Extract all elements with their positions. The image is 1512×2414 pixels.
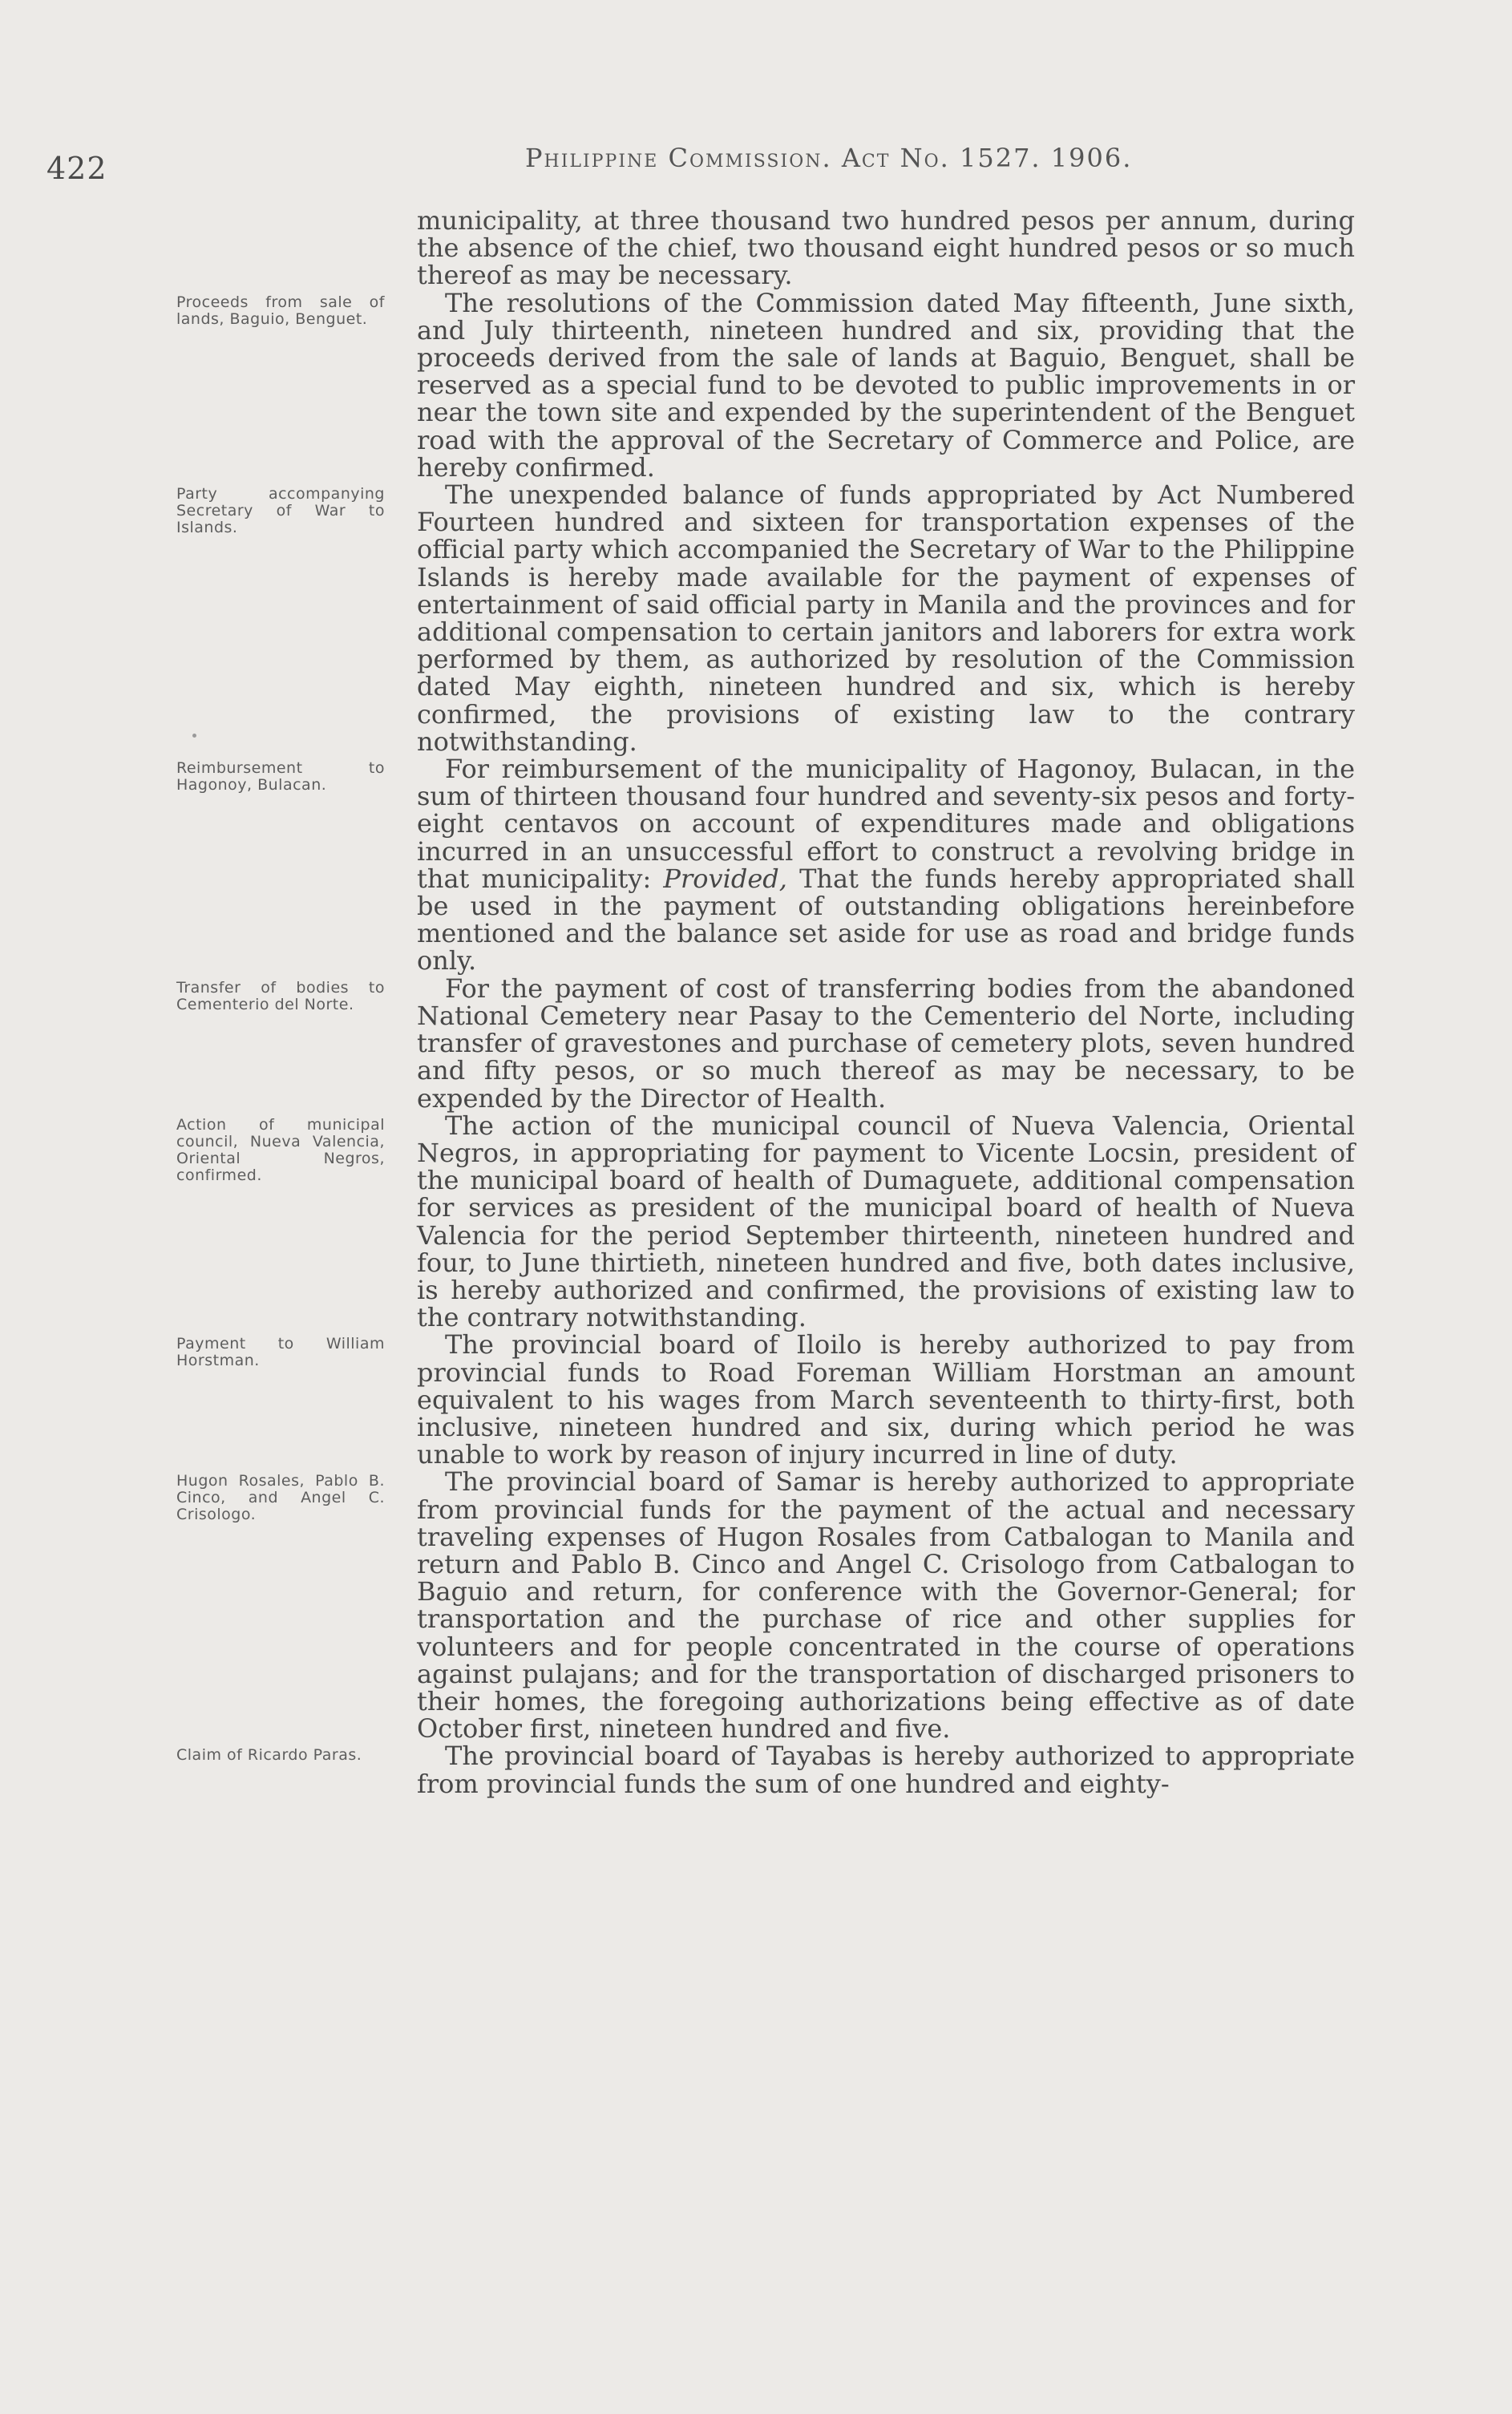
section-cemetery-transfer — [176, 972, 1355, 1114]
marginal-note: Action of municipal council, Nueva Valencia, Oriental Negros, confirmed. — [176, 1115, 385, 1184]
paragraph: The provincial board of Iloilo is hereby authorized to pay from provincial funds to Road Foreman William Horstman an amount equivalent to his wages from March seventeenth to thirty-first, both inclusive, nineteen hundred and six, during which period he was unable to work by reason of injury incurred in line of duty. — [417, 1329, 1355, 1470]
proviso-word: Provided, — [663, 863, 787, 894]
paragraph: The unexpended balance of funds appropriated by Act Numbered Fourteen hundred and sixteen for transportation expenses of the official party which accompanied the Secretary of War to the Philippine Islands is hereby made available for the payment of expenses of entertainment of said official party in Manila and the provinces and for additional compensation to certain janitors and laborers for extra work performed by them, as authorized by resolution of the Commission dated May eighth, nineteen hundred and six, which is hereby confirmed, the provisions of existing law to the contrary notwithstanding. — [417, 479, 1355, 757]
continuation-paragraph: municipality, at three thousand two hundred pesos per annum, during the absence of the chief, two thousand eight hundred pesos or so much thereof as may be necessary. — [417, 205, 1355, 291]
page-number: 422 — [46, 151, 107, 186]
paragraph — [417, 755, 1355, 975]
paragraph: The resolutions of the Commission dated May fifteenth, June sixth, and July thirteenth, nineteen hundred and six, providing that the proceeds derived from the sale of lands at Baguio, Benguet, shall be reserved as a special fund to be devoted to public improvements in or near the town site and expended by the superintendent of the Benguet road with the approval of the Secretary of Commerce and Police, are hereby confirmed. — [417, 287, 1355, 483]
paper-speck — [192, 734, 196, 738]
paragraph: The action of the municipal council of Nueva Valencia, Oriental Negros, in appropriating for payment to Vicente Locsin, president of the municipal board of health of Dumaguete, additional compensation for services as president of the municipal board of health of Nueva Valencia for the period September thirteenth, nineteen hundred and four, to June thirtieth, nineteen hundred and five, both dates inclusive, is hereby authorized and confirmed, the provisions of existing law to the contrary notwithstanding. — [417, 1110, 1355, 1333]
marginal-note: Reimbursement to Hagonoy, Bulacan. — [176, 759, 385, 795]
paragraph: The provincial board of Samar is hereby authorized to appropriate from provincial funds for the payment of the actual and necessary traveling expenses of Hugon Rosales from Catbalogan to Manila and return and Pablo B. Cinco and Angel C. Crisologo from Catbalogan to Baguio and return, for conference with the Governor-General; for transportation and the purchase of rice and other supplies for volunteers and for people concentrated in the course of operations against pulajans; and for the transportation of discharged prisoners to their homes, the foregoing authorizations being effective as of date October first, nineteen hundred and five. — [417, 1466, 1355, 1745]
running-head: Philippine Commission. Act No. 1527. 1906. — [525, 143, 1133, 173]
section-nueva-valencia — [176, 1110, 1355, 1333]
marginal-note: Transfer of bodies to Cementerio del Norte. — [176, 978, 385, 1013]
section-horstman-payment — [176, 1329, 1355, 1470]
paragraph: The provincial board of Tayabas is hereby authorized to appropriate from provincial funds the sum of one hundred and eighty- — [417, 1741, 1355, 1799]
body-text — [176, 205, 1356, 1799]
paragraph-text: That the funds hereby appropriated shall be used in the payment of outstanding obligations hereinbefore mentioned and the balance set aside for use as road and bridge funds only. — [417, 863, 1356, 977]
section-samar-expenses — [176, 1466, 1355, 1745]
section-ricardo-paras-claim — [176, 1741, 1355, 1799]
marginal-note: Proceeds from sale of lands, Baguio, Benguet. — [176, 293, 385, 328]
marginal-note: Hugon Rosales, Pablo B. Cinco, and Angel C. Crisologo. — [176, 1472, 385, 1524]
section-hagonoy-reimbursement — [176, 754, 1356, 977]
section-proceeds-baguio — [176, 287, 1355, 483]
marginal-note: Party accompanying Secretary of War to Islands. — [176, 485, 385, 537]
paragraph: For the payment of cost of transferring bodies from the abandoned National Cemetery near Pasay to the Cementerio del Norte, including transfer of gravestones and purchase of cemetery plots, seven hundred and fifty pesos, or so much thereof as may be necessary, to be expended by the Director of Health. — [417, 972, 1355, 1114]
paragraph-text: For reimbursement of the municipality of Hagonoy, Bulacan, in the sum of thirteen thousand four hundred and seventy-six pesos and forty-eight centavos on account of expenditures made and obligations incurred in an unsuccessful effort to construct a revolving bridge in that municipality: — [417, 754, 1355, 894]
section-secretary-of-war-party — [176, 479, 1355, 757]
marginal-note: Payment to William Horstman. — [176, 1335, 385, 1370]
marginal-note: Claim of Ricardo Paras. — [176, 1746, 362, 1765]
